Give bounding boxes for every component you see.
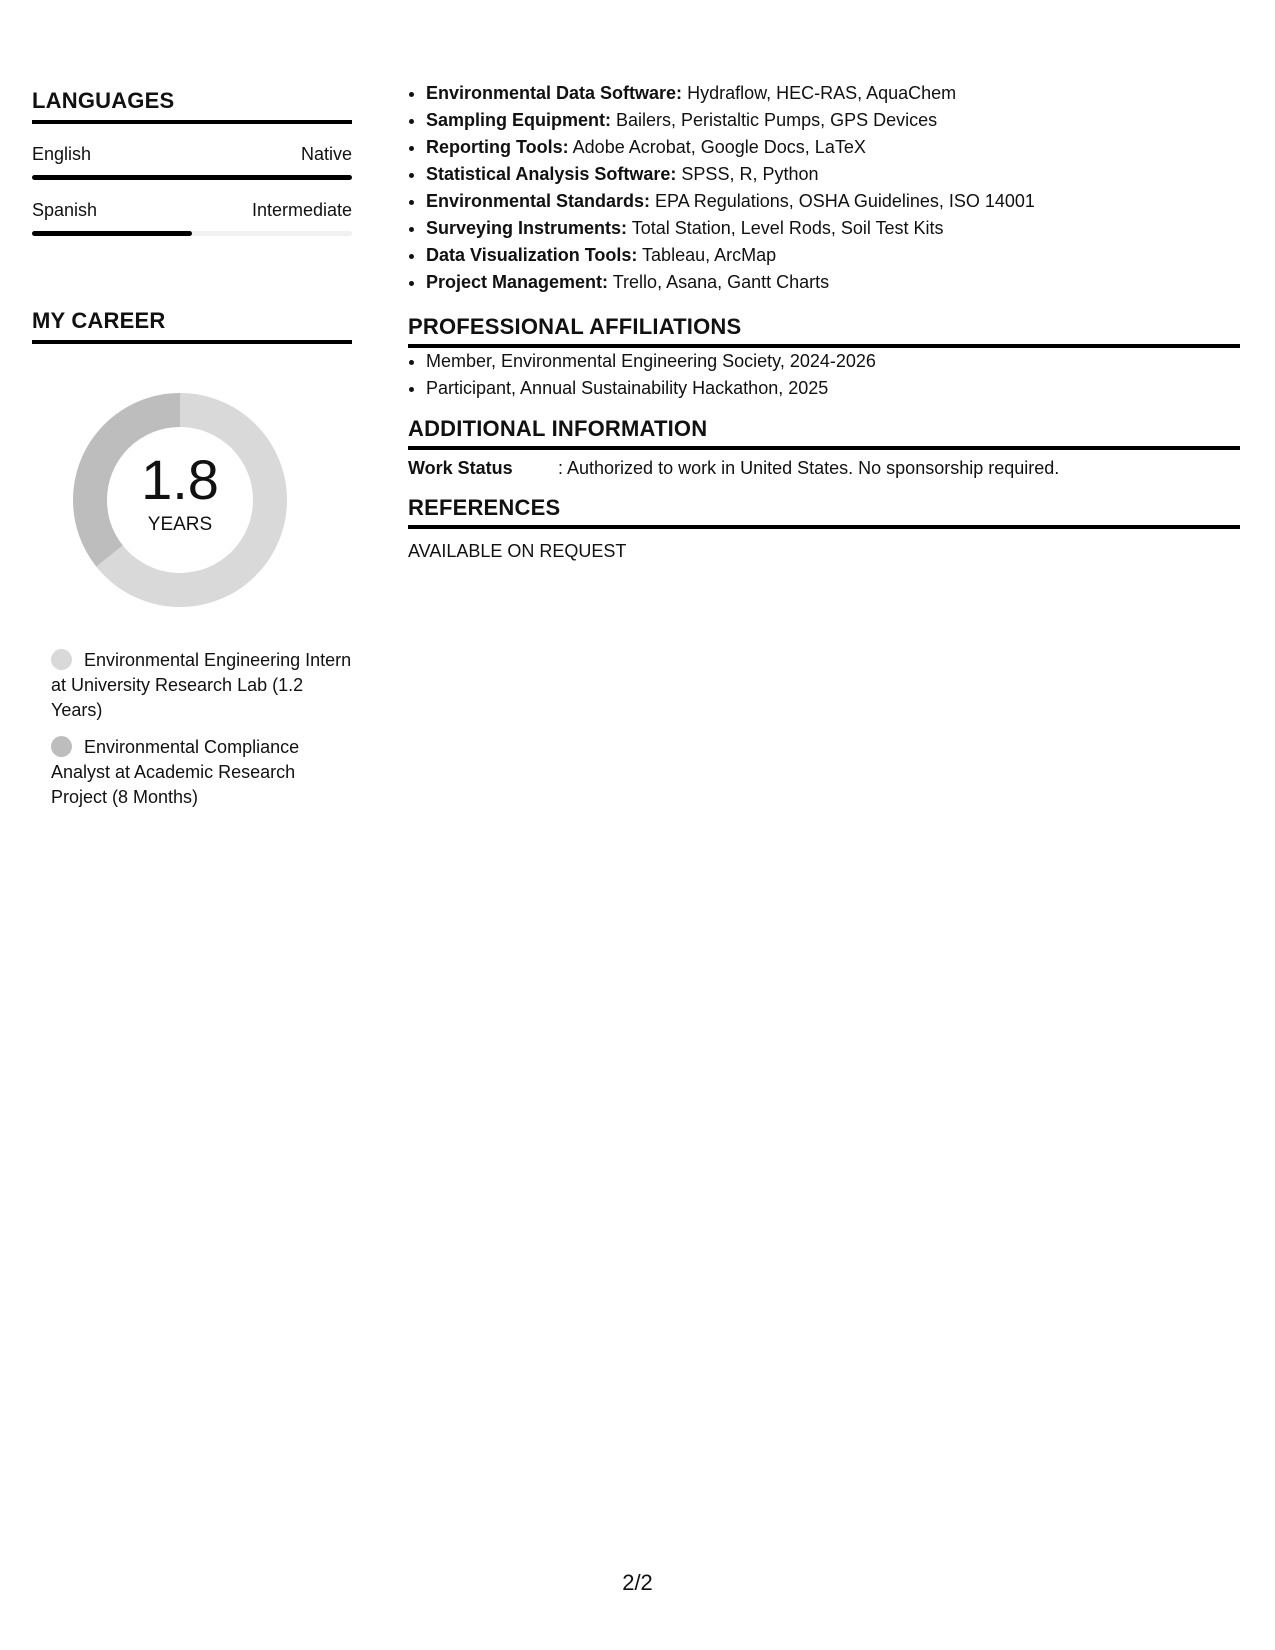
list-item: • Participant, Annual Sustainability Hackathon, 2025 xyxy=(426,375,1240,402)
skill-value: Tableau, ArcMap xyxy=(637,245,777,265)
list-item xyxy=(426,188,1240,215)
donut-center xyxy=(64,448,296,536)
affiliations-title: PROFESSIONAL AFFILIATIONS xyxy=(408,314,742,339)
page-number: 2/2 xyxy=(622,1570,653,1595)
career-total-value: 1.8 xyxy=(141,448,219,511)
list-item xyxy=(426,80,1240,107)
work-status-label: Work Status xyxy=(408,458,513,478)
list-item xyxy=(426,161,1240,188)
language-bar-fill xyxy=(32,231,192,236)
skill-value: Total Station, Level Rods, Soil Test Kits xyxy=(627,218,944,238)
languages-title: LANGUAGES xyxy=(32,88,175,113)
affiliations-list xyxy=(408,348,1240,402)
career-header xyxy=(32,308,352,344)
career-donut-chart xyxy=(64,384,296,616)
legend-label: Environmental Compliance Analyst at Academic Research Project (8 Months) xyxy=(51,737,300,807)
skill-key: Sampling Equipment: xyxy=(426,110,612,130)
left-column xyxy=(32,88,352,822)
career-total-unit: YEARS xyxy=(147,514,213,535)
language-level: Native xyxy=(300,144,352,164)
skill-key: Surveying Instruments: xyxy=(426,218,628,238)
language-bar-fill xyxy=(32,175,352,180)
legend-dot-icon xyxy=(51,736,72,757)
skill-value: SPSS, R, Python xyxy=(676,164,819,184)
languages-header xyxy=(32,88,352,124)
skill-value: Adobe Acrobat, Google Docs, LaTeX xyxy=(568,137,866,157)
skill-value: Bailers, Peristaltic Pumps, GPS Devices xyxy=(611,110,938,130)
affiliations-header xyxy=(408,314,1240,348)
list-item xyxy=(426,107,1240,134)
language-name: English xyxy=(32,144,92,164)
skill-key: Statistical Analysis Software: xyxy=(426,164,677,184)
career-legend xyxy=(32,648,352,810)
language-name: Spanish xyxy=(32,200,98,220)
additional-info-title: ADDITIONAL INFORMATION xyxy=(408,416,708,441)
language-item xyxy=(32,144,352,180)
additional-info-header xyxy=(408,416,1240,450)
legend-item xyxy=(51,648,352,723)
skills-list xyxy=(408,80,1240,296)
skill-value: EPA Regulations, OSHA Guidelines, ISO 14001 xyxy=(650,191,1035,211)
list-item xyxy=(426,134,1240,161)
list-item xyxy=(426,242,1240,269)
skill-key: Project Management: xyxy=(426,272,609,292)
work-status-row xyxy=(408,458,1240,479)
references-header xyxy=(408,495,1240,529)
skill-key: Environmental Data Software: xyxy=(426,83,683,103)
references-text: AVAILABLE ON REQUEST xyxy=(408,541,627,561)
references-title: REFERENCES xyxy=(408,495,561,520)
career-title: MY CAREER xyxy=(32,308,166,333)
skill-key: Environmental Standards: xyxy=(426,191,651,211)
language-item xyxy=(32,200,352,236)
work-status-value: : Authorized to work in United States. No sponsorship required. xyxy=(558,458,1060,478)
skill-value: Trello, Asana, Gantt Charts xyxy=(608,272,830,292)
skill-key: Data Visualization Tools: xyxy=(426,245,638,265)
right-column xyxy=(408,80,1240,562)
legend-item xyxy=(51,735,352,810)
language-level: Intermediate xyxy=(251,200,352,220)
legend-dot-icon xyxy=(51,649,72,670)
skill-value: Hydraflow, HEC-RAS, AquaChem xyxy=(682,83,957,103)
language-bar xyxy=(32,175,352,180)
list-item xyxy=(426,269,1240,296)
language-bar xyxy=(32,231,352,236)
list-item: • Member, Environmental Engineering Society, 2024-2026 xyxy=(426,348,1240,375)
list-item xyxy=(426,215,1240,242)
skill-key: Reporting Tools: xyxy=(426,137,569,157)
legend-label: Environmental Engineering Intern at University Research Lab (1.2 Years) xyxy=(51,650,352,720)
